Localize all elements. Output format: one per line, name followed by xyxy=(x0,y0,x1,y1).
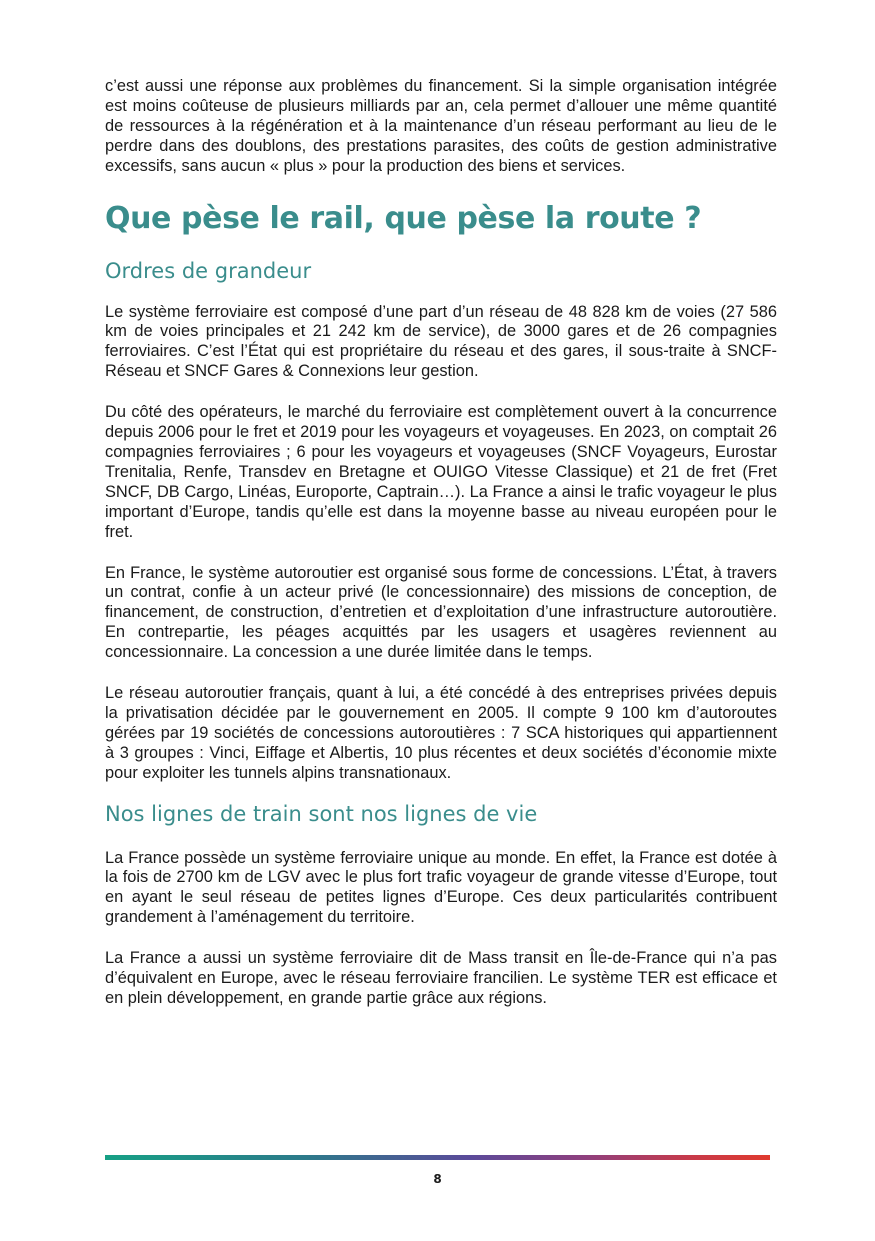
footer-gradient-bar xyxy=(105,1155,770,1160)
intro-paragraph: c’est aussi une réponse aux problèmes du financement. Si la simple organisation intégrée est moins coûteuse de plusieurs milliards par an, cela permet d’allouer une même quantité de ressources à la régénération et à la maintenance d’un réseau performant au lieu de le perdre dans des doublons, des prestations parasites, des coûts de gestion administrative excessifs, sans aucun « plus » pour la production des biens et services. xyxy=(105,77,777,175)
page-number: 8 xyxy=(433,1172,442,1186)
paragraph-operateurs: Du côté des opérateurs, le marché du ferroviaire est complètement ouvert à la concurrence depuis 2006 pour le fret et 2019 pour les voyageurs et voyageuses. En 2023, on comptait 26 compagnies ferroviaires ; 6 pour les voyageurs et voyageuses (SNCF Voyageurs, Eurostar Trenitalia, Renfe, Transdev en Bretagne et OUIGO Vitesse Classique) et 21 de fret (Fret SNCF, DB Cargo, Linéas, Europorte, Captrain…). La France a ainsi le trafic voyageur le plus important d’Europe, tandis qu’elle est dans la moyenne basse au niveau européen pour le fret. xyxy=(105,403,777,541)
paragraph-mass-transit: La France a aussi un système ferroviaire dit de Mass transit en Île-de-France qui n’a pas d’équivalent en Europe, avec le réseau ferroviaire francilien. Le système TER est efficace et en plein développement, en grande partie grâce aux régions. xyxy=(105,949,777,1007)
paragraph-systeme-unique: La France possède un système ferroviaire unique au monde. En effet, la France est dotée à la fois de 2700 km de LGV avec le plus fort trafic voyageur de grande vitesse d’Europe, tout en ayant le seul réseau de petites lignes d’Europe. Ces deux particularités contribuent grandement à l’aménagement du territoire. xyxy=(105,848,777,927)
page-content xyxy=(105,77,777,1009)
paragraph-autoroutes: Le réseau autoroutier français, quant à lui, a été concédé à des entreprises privées depuis la privatisation décidée par le gouvernement en 2005. Il compte 9 100 km d’autoroutes gérées par 19 sociétés de concessions autoroutières : 7 SCA historiques qui appartiennent à 3 groupes : Vinci, Eiffage et Albertis, 10 plus récentes et deux sociétés d’économie mixte pour exploiter les tunnels alpins transnationaux. xyxy=(105,684,777,782)
section-title: Que pèse le rail, que pèse la route ? xyxy=(105,200,702,236)
subsection-title-ordres: Ordres de grandeur xyxy=(105,258,312,283)
subsection-title-lignes: Nos lignes de train sont nos lignes de vie xyxy=(105,801,538,826)
paragraph-reseau: Le système ferroviaire est composé d’une part d’un réseau de 48 828 km de voies (27 586 km de voies principales et 21 242 km de service), de 3000 gares et de 26 compagnies ferroviaires. C’est l’État qui est propriétaire du réseau et des gares, il sous-traite à SNCF-Réseau et SNCF Gares & Connexions leur gestion. xyxy=(105,302,777,381)
paragraph-concessions: En France, le système autoroutier est organisé sous forme de concessions. L’État, à travers un contrat, confie à un acteur privé (le concessionnaire) des missions de conception, de financement, de construction, d’entretien et d’exploitation d’une infrastructure autoroutière. En contrepartie, les péages acquittés par les usagers et usagères reviennent au concessionnaire. La concession a une durée limitée dans le temps. xyxy=(105,563,777,662)
